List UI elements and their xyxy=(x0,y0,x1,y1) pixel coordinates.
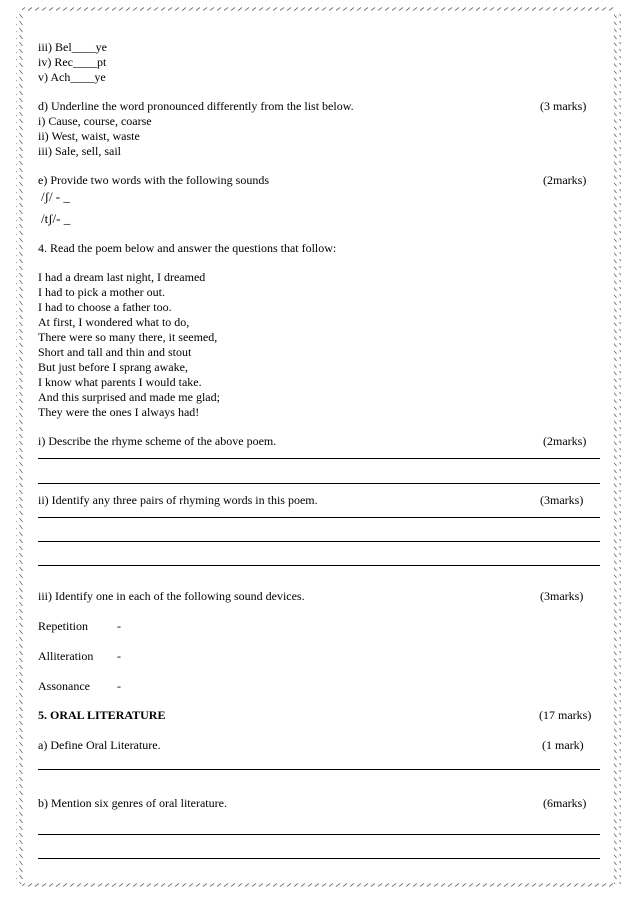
poem-line: I know what parents I would take. xyxy=(38,375,202,389)
spelling-item: iii) Bel____ye xyxy=(38,40,107,54)
question-5a-text: a) Define Oral Literature. xyxy=(38,738,161,752)
word-list-item: iii) Sale, sell, sail xyxy=(38,144,121,158)
poem-line: There were so many there, it seemed, xyxy=(38,330,218,344)
answer-line[interactable] xyxy=(38,458,600,459)
poem-line: Short and tall and thin and stout xyxy=(38,345,192,359)
device-label-repetition: Repetition xyxy=(38,619,88,633)
question-4i-text: i) Describe the rhyme scheme of the above poem. xyxy=(38,434,277,448)
answer-line[interactable] xyxy=(38,541,600,542)
device-dash: - xyxy=(117,619,121,633)
question-d-text: d) Underline the word pronounced differently from the list below. xyxy=(38,99,354,113)
answer-line[interactable] xyxy=(38,769,600,770)
answer-line[interactable] xyxy=(38,565,600,566)
poem-line: At first, I wondered what to do, xyxy=(38,315,190,329)
question-5b-marks: (6marks) xyxy=(543,796,587,810)
answer-line[interactable] xyxy=(38,858,600,859)
device-dash: - xyxy=(117,679,121,693)
question-4i-marks: (2marks) xyxy=(543,434,587,448)
question-4-heading: 4. Read the poem below and answer the questions that follow: xyxy=(38,241,337,255)
question-e-marks: (2marks) xyxy=(543,173,587,187)
question-5-heading: 5. ORAL LITERATURE xyxy=(38,708,166,722)
answer-line[interactable] xyxy=(38,483,600,484)
question-4iii-marks: (3marks) xyxy=(540,589,584,603)
question-5b-text: b) Mention six genres of oral literature. xyxy=(38,796,227,810)
poem-line: They were the ones I always had! xyxy=(38,405,200,419)
question-5-marks: (17 marks) xyxy=(539,708,592,722)
question-5a-marks: (1 mark) xyxy=(542,738,584,752)
poem-line: I had to choose a father too. xyxy=(38,300,172,314)
poem-line: I had a dream last night, I dreamed xyxy=(38,270,206,284)
device-dash: - xyxy=(117,649,121,663)
question-4ii-text: ii) Identify any three pairs of rhyming words in this poem. xyxy=(38,493,318,507)
spelling-item: v) Ach____ye xyxy=(38,70,106,84)
device-label-alliteration: Alliteration xyxy=(38,649,94,663)
spelling-item: iv) Rec____pt xyxy=(38,55,107,69)
device-label-assonance: Assonance xyxy=(38,679,90,693)
phonetic-sound-1: /ʃ/ - _ xyxy=(41,189,70,204)
phonetic-sound-2: /tʃ/- _ xyxy=(41,211,71,226)
word-list-item: i) Cause, course, coarse xyxy=(38,114,152,128)
poem-line: But just before I sprang awake, xyxy=(38,360,188,374)
poem-line: I had to pick a mother out. xyxy=(38,285,165,299)
answer-line[interactable] xyxy=(38,517,600,518)
question-4ii-marks: (3marks) xyxy=(540,493,584,507)
poem-line: And this surprised and made me glad; xyxy=(38,390,220,404)
exam-page xyxy=(38,0,600,902)
answer-line[interactable] xyxy=(38,834,600,835)
question-e-text: e) Provide two words with the following sounds xyxy=(38,173,269,187)
question-4iii-text: iii) Identify one in each of the following sound devices. xyxy=(38,589,305,603)
question-d-marks: (3 marks) xyxy=(540,99,587,113)
word-list-item: ii) West, waist, waste xyxy=(38,129,140,143)
